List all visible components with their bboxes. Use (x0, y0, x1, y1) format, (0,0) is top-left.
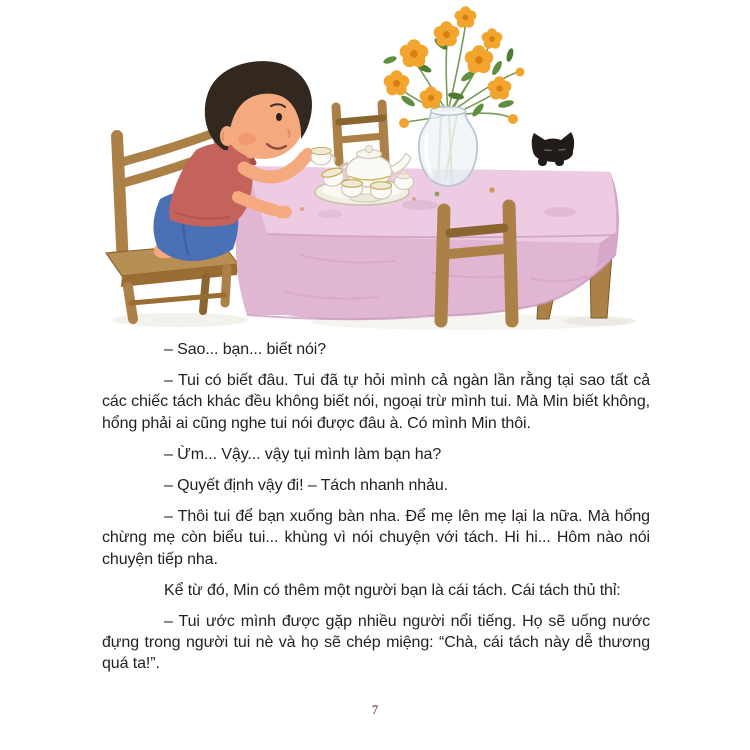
story-paragraph: – Sao... bạn... biết nói? (164, 341, 327, 358)
boy-eye (276, 113, 282, 121)
story-paragraph: – Ừm... Vậy... vậy tụi mình làm bạn ha? (164, 445, 442, 463)
story-paragraph: – Tui có biết đâu. Tui đã tự hỏi mình cả ngàn lần rằng tại sao tất cả các chiếc tách khác đều không biết nói, ngoại trừ mình tui. Mà Min biết không, hổng phải ai cũng nghe tui nói được đâu à. Có mình Min thôi. (102, 372, 650, 432)
book-illustration (0, 0, 750, 335)
pink-tablecloth-table (236, 166, 619, 320)
story-text (102, 339, 650, 685)
teacup (371, 182, 392, 199)
story-paragraph: – Tui ước mình được gặp nhiều người nổi tiếng. Họ sẽ uống nước đựng trong người tui nè và họ sẽ chép miệng: “Chà, cái tách này dễ thương quá ta!”. (102, 613, 650, 673)
story-paragraph: – Quyết định vậy đi! – Tách nhanh nhảu. (164, 477, 449, 495)
teacup (342, 180, 363, 197)
story-paragraph: – Thôi tui để bạn xuống bàn nha. Để mẹ lên mẹ lại la nữa. Mà hổng chừng mẹ còn biểu tui... khùng vì nói chuyện với tách. Hi hi... Hôm nào nói chuyện tiếp nha. (102, 508, 650, 568)
boy-blush (238, 133, 256, 145)
page-number: 7 (371, 702, 379, 717)
story-paragraph: Kể từ đó, Min có thêm một người bạn là cái tách. Cái tách thủ thỉ: (164, 581, 621, 599)
held-teacup (311, 147, 335, 165)
black-cat (532, 132, 574, 166)
